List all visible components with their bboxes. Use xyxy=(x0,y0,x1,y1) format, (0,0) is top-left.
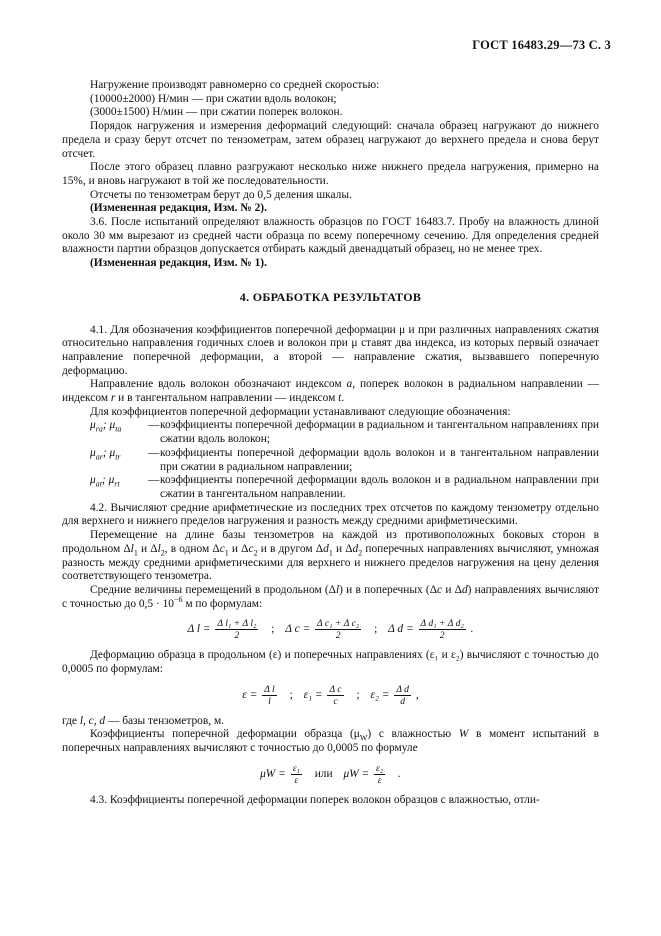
paragraph: (10000±2000) Н/мин — при сжатии вдоль волокон; xyxy=(90,92,337,105)
document-body xyxy=(62,79,599,808)
paragraph: 3.6. После испытаний определяют влажность образцов по ГОСТ 16483.7. Пробу на влажность длиной около 30 мм вырезают из средней части образца по всему поперечному сечению. Для определения средней влажности партии образцов допускается отбирать каждый двенадцатый образец, но не менее трех. xyxy=(62,216,599,256)
paragraph: (3000±1500) Н/мин — при сжатии поперек волокон. xyxy=(90,106,343,119)
definition-item xyxy=(90,419,599,446)
paragraph: Направление вдоль волокон обозначают индексом a, поперек волокон в радиальном направлении — индексом r и в тангентальном направлении — индексом t. xyxy=(62,378,599,405)
dash: — xyxy=(148,446,160,459)
paragraph: Отсчеты по тензометрам берут до 0,5 деления шкалы. xyxy=(90,188,352,201)
page-header: ГОСТ 16483.29—73 С. 3 xyxy=(472,38,611,52)
amendment-note: (Измененная редакция, Изм. № 1). xyxy=(90,257,267,270)
definitions-list xyxy=(90,419,599,501)
formula-poisson-coefficient: μW = $\frac{\text{ε₁}}{\varepsilon}$ или μW = $\frac{\text{ε₂}}{\varepsilon}$ . xyxy=(260,762,401,786)
paragraph: Порядок нагружения и измерения деформаций следующий: сначала образец нагружают до нижнего предела и сразу берут отсчет по тензометрам, затем образец нагружают до верхнего предела и снова берут отсчет. xyxy=(62,120,599,160)
paragraph: где l, c, d — базы тензометров, м. xyxy=(62,714,225,727)
paragraph: Нагружение производят равномерно со средней скоростью: xyxy=(90,79,380,91)
paragraph: Коэффициенты поперечной деформации образца $(\mu_W)$ с влажностью W в момент испытаний в поперечных направлениях вычисляют с точностью до 0,0005 по формуле xyxy=(62,728,599,755)
formula-mean-displacements: Δ l = $\frac{\text{Δ l₁ + Δ l₂}}{2}$ ; Δ c = $\frac{\text{Δ c₁ + Δ c₂}}{2}$ ; Δ d = $\frac{\text{Δ d₁ + Δ d₂}}{2}$ . xyxy=(187,618,474,642)
paragraph: Перемещение на длине базы тензометров на каждой из противоположных боковых сторон в продольном $\Delta l_1$ и $\Delta l_2$, в одном $\Delta c_1$ и $\Delta c_2$ и в другом $\Delta d_1$ и $\Delta d_2$ поперечных направлениях вычисляют, умножая разность между средними арифметическими для верхнего и нижнего пределов нагружения на цену деления соответствующего тензометра. xyxy=(62,529,599,583)
paragraph: Для коэффициентов поперечной деформации устанавливают следующие обозначения: xyxy=(90,405,511,418)
paragraph: 4.3. Коэффициенты поперечной деформации поперек волокон образцов с влажностью, отли- xyxy=(90,793,540,806)
amendment-note: (Измененная редакция, Изм. № 2). xyxy=(90,202,267,215)
definition-text: коэффициенты поперечной деформации в радиальном и тангентальном направлениях при сжатии вдоль волокон; xyxy=(160,419,599,446)
section-heading: 4. ОБРАБОТКА РЕЗУЛЬТАТОВ xyxy=(239,289,422,304)
definition-text: коэффициенты поперечной деформации вдоль волокон и в радиальном направлении при сжатии в тангентальном направлении. xyxy=(160,474,599,500)
definition-item xyxy=(90,447,599,474)
definition-text: коэффициенты поперечной деформации вдоль волокон и в тангентальном направлении при сжатии в радиальном направлении; xyxy=(160,446,599,473)
paragraph: 4.2. Вычисляют средние арифметические из последних трех отсчетов по каждому тензометру отдельно для верхнего и нижнего пределов нагружения и разность между средними арифметическими. xyxy=(62,501,599,528)
symbol: $\mu_{ar}$; $\mu_{tr}$ xyxy=(90,446,121,462)
paragraph: После этого образец плавно разгружают несколько ниже нижнего предела нагружения, примерно на 15%, и вновь нагружают в той же последовательности. xyxy=(62,161,599,187)
symbol: $\mu_{at}$; $\mu_{rt}$ xyxy=(90,474,120,489)
formula-deformation: ε = $\frac{\text{Δ l}}{l}$ ; ε₁ = $\frac{\text{Δ c}}{c}$ ; ε₂ = $\frac{\text{Δ d}}{d}$ , xyxy=(242,683,419,707)
paragraph: 4.1. Для обозначения коэффициентов поперечной деформации μ и при различных направлениях сжатия относительно направления годичных слоев и волокон при μ ставят два индекса, из которых первый означает направление поперечной деформации, а второй — направление сжатия, вызвавшего поперечную деформацию. xyxy=(62,323,599,377)
dash: — xyxy=(148,419,160,432)
paragraph: Деформацию образца в продольном (ε) и поперечных направлениях (ε₁ и ε₂) вычисляют с точностью до 0,0005 по формулам: xyxy=(62,649,599,676)
paragraph: Средние величины перемещений в продольном (Δl) и в поперечных (Δc и Δd) направлениях вычисляют с точностью до $0,5 \cdot 10^{-6}$ м по формулам: xyxy=(62,583,600,610)
definition-item xyxy=(90,474,599,501)
dash: — xyxy=(148,474,160,487)
symbol: $\mu_{ra}$; $\mu_{ta}$ xyxy=(90,419,122,434)
